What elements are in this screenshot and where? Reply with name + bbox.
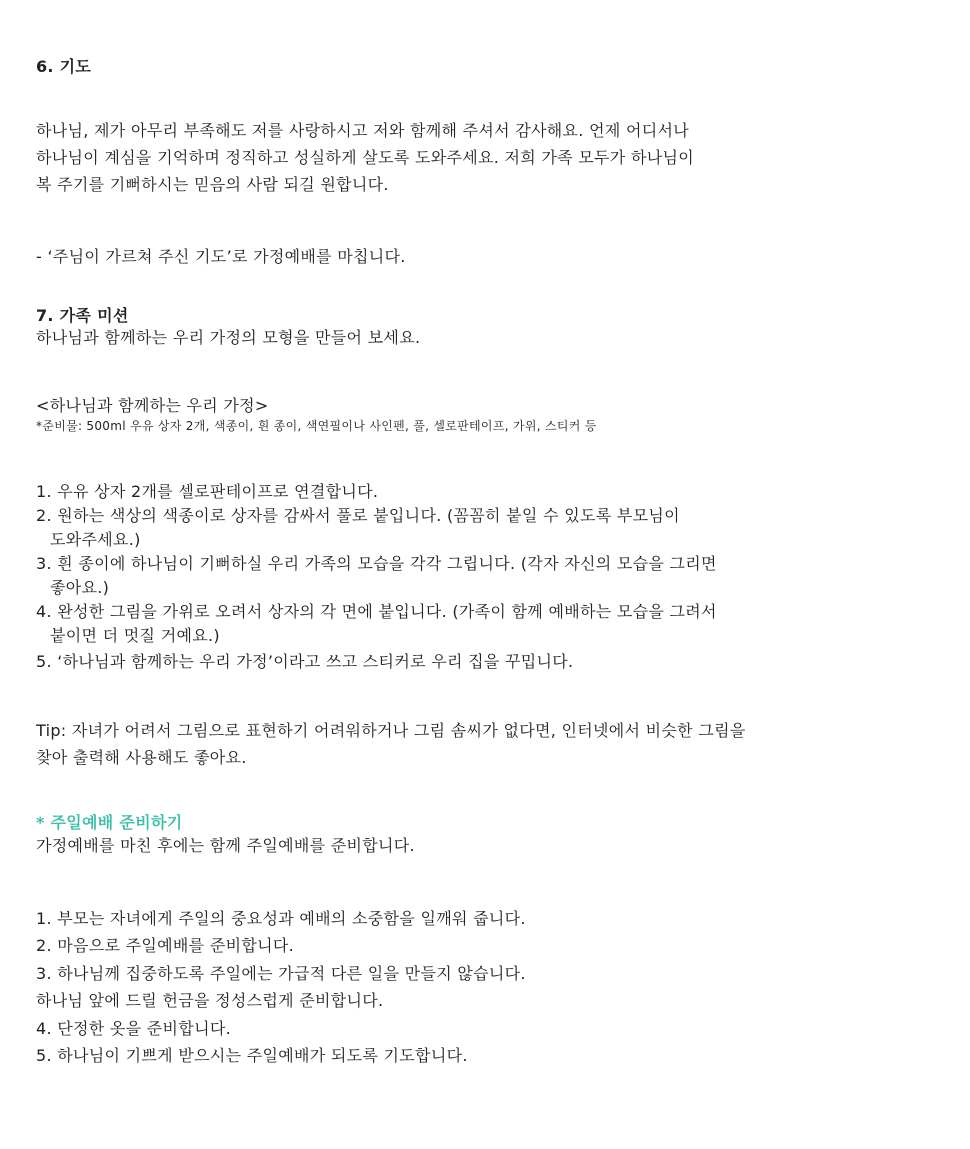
sunday-step: 4. 단정한 옷을 준비합니다. <box>36 1019 231 1038</box>
sunday-step: 3. 하나님께 집중하도록 주일에는 가급적 다른 일을 만들지 않습니다. <box>36 964 526 983</box>
prayer-line: 복 주기를 기뻐하시는 믿음의 사람 되길 원합니다. <box>36 175 389 194</box>
prayer-closing: - ‘주님이 가르쳐 주신 기도’로 가정예배를 마칩니다. <box>36 247 406 266</box>
sunday-step: 하나님 앞에 드릴 헌금을 정성스럽게 준비합니다. <box>36 991 384 1010</box>
mission-step-continuation: 도와주세요.) <box>50 530 141 549</box>
mission-heading: 7. 가족 미션 <box>36 306 129 325</box>
sunday-step: 5. 하나님이 기쁘게 받으시는 주일예배가 되도록 기도합니다. <box>36 1046 468 1065</box>
mission-step: 3. 흰 종이에 하나님이 기뻐하실 우리 가족의 모습을 각각 그립니다. (각자 자신의 모습을 그리면 <box>36 554 717 573</box>
mission-title: <하나님과 함께하는 우리 가정> <box>36 396 269 415</box>
mission-tip: 찾아 출력해 사용해도 좋아요. <box>36 748 247 767</box>
mission-materials: *준비물: 500ml 우유 상자 2개, 색종이, 흰 종이, 색연필이나 사인펜, 풀, 셀로판테이프, 가위, 스티커 등 <box>36 419 597 433</box>
sunday-step: 1. 부모는 자녀에게 주일의 중요성과 예배의 소중함을 일깨워 줍니다. <box>36 909 526 928</box>
mission-step: 4. 완성한 그림을 가위로 오려서 상자의 각 면에 붙입니다. (가족이 함께 예배하는 모습을 그려서 <box>36 602 717 621</box>
prayer-line: 하나님이 계심을 기억하며 정직하고 성실하게 살도록 도와주세요. 저희 가족 모두가 하나님이 <box>36 148 694 167</box>
mission-step: 1. 우유 상자 2개를 셀로판테이프로 연결합니다. <box>36 482 379 501</box>
sunday-heading: * 주일예배 준비하기 <box>36 813 183 832</box>
mission-step-continuation: 붙이면 더 멋질 거예요.) <box>50 626 220 645</box>
sunday-step: 2. 마음으로 주일예배를 준비합니다. <box>36 936 294 955</box>
mission-step: 2. 원하는 색상의 색종이로 상자를 감싸서 풀로 붙입니다. (꼼꼼히 붙일 수 있도록 부모님이 <box>36 506 680 525</box>
mission-step-continuation: 좋아요.) <box>50 578 110 597</box>
prayer-heading: 6. 기도 <box>36 57 92 76</box>
mission-intro: 하나님과 함께하는 우리 가정의 모형을 만들어 보세요. <box>36 328 421 347</box>
mission-tip: Tip: 자녀가 어려서 그림으로 표현하기 어려워하거나 그림 솜씨가 없다면, 인터넷에서 비슷한 그림을 <box>36 721 746 740</box>
mission-step: 5. ‘하나님과 함께하는 우리 가정’이라고 쓰고 스티커로 우리 집을 꾸밉니다. <box>36 652 574 671</box>
sunday-intro: 가정예배를 마친 후에는 함께 주일예배를 준비합니다. <box>36 836 415 855</box>
prayer-line: 하나님, 제가 아무리 부족해도 저를 사랑하시고 저와 함께해 주셔서 감사해요. 언제 어디서나 <box>36 121 689 140</box>
